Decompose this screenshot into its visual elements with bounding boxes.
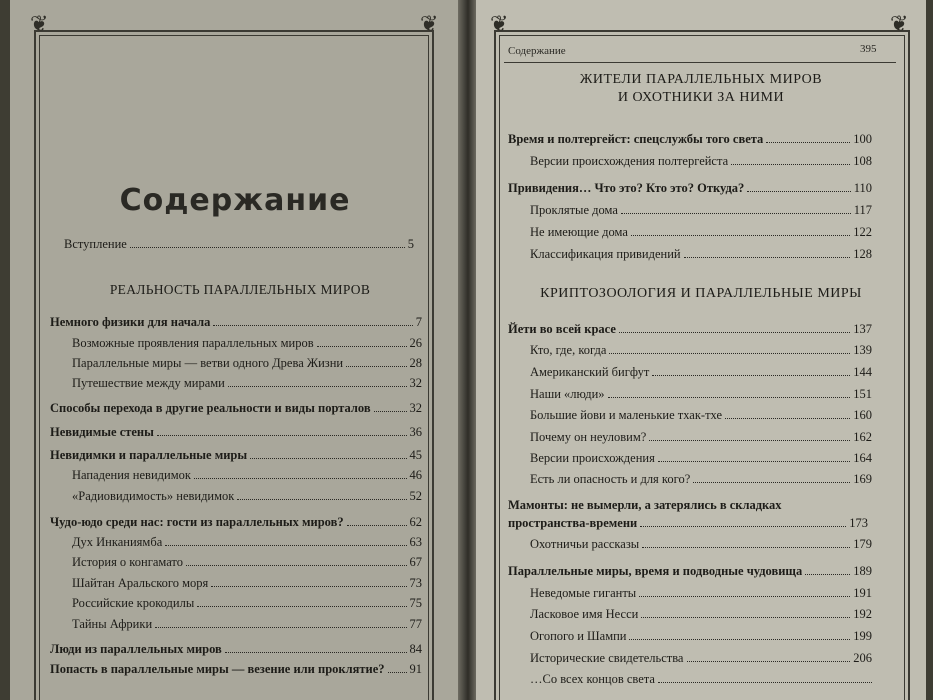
section-heading: РЕАЛЬНОСТЬ ПАРАЛЛЕЛЬНЫХ МИРОВ xyxy=(109,282,371,297)
toc-entry-title: Наши «люди» xyxy=(530,387,605,401)
toc-entry xyxy=(508,322,872,337)
toc-entry-title: Проклятые дома xyxy=(530,203,618,217)
toc-entry xyxy=(530,408,872,423)
toc-entry-page: 32 xyxy=(409,376,422,390)
toc-entry-page: 139 xyxy=(853,343,872,357)
toc-entry-title: Параллельные миры — ветви одного Древа Жизни xyxy=(72,356,344,370)
corner-ornament-icon: ❦ xyxy=(30,12,49,37)
toc-entry xyxy=(530,651,872,666)
toc-entry-page: 117 xyxy=(853,203,872,217)
toc-entry-title: Немного физики для начала xyxy=(50,315,211,329)
toc-entry xyxy=(508,181,872,196)
toc-entry-page: 173 xyxy=(849,516,868,530)
toc-entry-title: Тайны Африки xyxy=(72,617,153,631)
toc-entry xyxy=(508,132,872,147)
toc-entry-page: 52 xyxy=(409,489,422,503)
toc-entry-page: 36 xyxy=(409,425,422,439)
toc-entry-title: Охотничьи рассказы xyxy=(530,537,640,551)
toc-entry-mammoths-line2 xyxy=(508,516,868,531)
toc-entry-title: Невидимки и параллельные миры xyxy=(50,448,248,462)
section-heading-2: КРИПТОЗООЛОГИЯ И ПАРАЛЛЕЛЬНЫЕ МИРЫ xyxy=(540,286,862,301)
toc-entry xyxy=(530,247,872,262)
toc-entry-title: Невидимые стены xyxy=(50,425,154,439)
toc-entry-title: Возможные проявления параллельных миров xyxy=(72,336,314,350)
toc-entry-title: Почему он неуловим? xyxy=(530,430,647,444)
toc-entry-page: 160 xyxy=(853,408,872,422)
toc-entry-page: 151 xyxy=(853,387,872,401)
toc-entry-title: Время и полтергейст: спецслужбы того света xyxy=(508,132,764,146)
toc-entry-title: Шайтан Аральского моря xyxy=(72,576,209,590)
toc-entry-page: 28 xyxy=(409,356,422,370)
toc-entry-page: 192 xyxy=(853,607,872,621)
toc-entry-page: 75 xyxy=(409,596,422,610)
toc-entry-title: Американский бигфут xyxy=(530,365,650,379)
toc-entry xyxy=(72,535,422,550)
toc-entry xyxy=(530,203,872,218)
toc-entry xyxy=(72,336,422,351)
toc-entry xyxy=(72,555,422,570)
toc-entry-title: Версии происхождения xyxy=(530,451,655,465)
toc-entry-page: 26 xyxy=(409,336,422,350)
toc-entry-title: Российские крокодилы xyxy=(72,596,195,610)
toc-entry-page: 122 xyxy=(853,225,872,239)
toc-entry-page: 45 xyxy=(409,448,422,462)
toc-entry xyxy=(50,662,422,677)
toc-entry-title: Есть ли опасность и для кого? xyxy=(530,472,691,486)
toc-entry-page: 62 xyxy=(409,515,422,529)
toc-entry xyxy=(530,629,872,644)
toc-entry xyxy=(50,401,422,416)
left-page xyxy=(10,0,460,700)
toc-entry-page: 164 xyxy=(853,451,872,465)
toc-entry-title: Йети во всей красе xyxy=(508,322,616,336)
toc-entry xyxy=(72,468,422,483)
toc-entry xyxy=(72,356,422,371)
toc-entry-page: 179 xyxy=(853,537,872,551)
corner-ornament-icon: ❦ xyxy=(490,12,509,37)
contents-title: Содержание xyxy=(119,183,351,218)
toc-entry-mammoths-line1 xyxy=(508,498,868,513)
toc-entry xyxy=(530,225,872,240)
toc-entry xyxy=(50,448,422,463)
toc-entry-title: Большие йови и маленькие тхак-тхе xyxy=(530,408,723,422)
right-page xyxy=(476,0,926,700)
toc-entry-title: Ласковое имя Несси xyxy=(530,607,639,621)
toc-entry-page: 46 xyxy=(409,468,422,482)
toc-entry xyxy=(530,472,872,487)
toc-intro xyxy=(64,237,414,252)
toc-entry-page: 5 xyxy=(407,237,414,251)
toc-entry-title: Путешествие между мирами xyxy=(72,376,225,390)
toc-entry-title: Параллельные миры, время и подводные чудовища xyxy=(508,564,803,578)
toc-entry-page: 189 xyxy=(853,564,872,578)
toc-entry-page: 63 xyxy=(409,535,422,549)
toc-entry-page: 191 xyxy=(853,586,872,600)
toc-entry-title: Версии происхождения полтергейста xyxy=(530,154,729,168)
toc-entry-title: Мамонты: не вымерли, а затерялись в складках xyxy=(508,498,782,512)
toc-entry-title: Нападения невидимок xyxy=(72,468,191,482)
toc-entry xyxy=(50,515,422,530)
toc-entry xyxy=(508,564,872,579)
toc-entry-title: Чудо-юдо среди нас: гости из параллельных миров? xyxy=(50,515,344,529)
toc-entry-title: Дух Инканиямба xyxy=(72,535,163,549)
toc-entry-page: 206 xyxy=(853,651,872,665)
header-rule xyxy=(504,62,896,63)
toc-entry-title: Неведомые гиганты xyxy=(530,586,637,600)
toc-entry-title: Люди из параллельных миров xyxy=(50,642,222,656)
corner-ornament-icon: ❦ xyxy=(420,12,439,37)
toc-entry-page: 162 xyxy=(853,430,872,444)
toc-entry xyxy=(530,537,872,552)
toc-entry-title: …Со всех концов света xyxy=(530,672,655,686)
toc-entry xyxy=(72,596,422,611)
toc-entry-page: 144 xyxy=(853,365,872,379)
section-heading-line2: И ОХОТНИКИ ЗА НИМИ xyxy=(617,90,785,105)
toc-entry-title: «Радиовидимость» невидимок xyxy=(72,489,235,503)
toc-entry-title: пространства-времени xyxy=(508,516,638,530)
toc-entry-page: 32 xyxy=(409,401,422,415)
toc-entry xyxy=(50,425,422,440)
toc-entry-title: Попасть в параллельные миры — везение или проклятие? xyxy=(50,662,385,676)
toc-entry xyxy=(530,365,872,380)
toc-entry xyxy=(72,489,422,504)
toc-entry xyxy=(72,376,422,391)
toc-entry xyxy=(50,642,422,657)
toc-entry-title: Исторические свидетельства xyxy=(530,651,684,665)
toc-entry-page: 7 xyxy=(415,315,422,329)
toc-entry xyxy=(530,586,872,601)
toc-entry xyxy=(72,617,422,632)
toc-entry xyxy=(530,672,872,687)
toc-entry xyxy=(530,451,872,466)
toc-entry xyxy=(530,430,872,445)
toc-entry-title: Способы перехода в другие реальности и виды порталов xyxy=(50,401,371,415)
toc-entry-page: 199 xyxy=(853,629,872,643)
toc-entry-page: 100 xyxy=(853,132,872,146)
toc-entry-title: Огопого и Шампи xyxy=(530,629,627,643)
page-number: 395 xyxy=(860,43,877,55)
toc-entry-title: Привидения… Что это? Кто это? Откуда? xyxy=(508,181,745,195)
toc-entry xyxy=(72,576,422,591)
toc-entry xyxy=(530,387,872,402)
toc-entry-title: Не имеющие дома xyxy=(530,225,628,239)
toc-entry xyxy=(530,607,872,622)
toc-entry-page: 77 xyxy=(409,617,422,631)
toc-entry xyxy=(530,343,872,358)
running-head: Содержание xyxy=(508,45,566,57)
toc-entry-title: Кто, где, когда xyxy=(530,343,607,357)
toc-entry-page: 67 xyxy=(409,555,422,569)
toc-entry-title: Классификация привидений xyxy=(530,247,681,261)
toc-entry-title: Вступление xyxy=(64,237,127,251)
toc-entry-page: 128 xyxy=(853,247,872,261)
corner-ornament-icon: ❦ xyxy=(890,12,909,37)
toc-entry-page: 73 xyxy=(409,576,422,590)
toc-entry-page: 91 xyxy=(409,662,422,676)
toc-entry-page: 169 xyxy=(853,472,872,486)
toc-entry-page: 110 xyxy=(853,181,872,195)
toc-entry-page: 84 xyxy=(409,642,422,656)
toc-entry-page: 137 xyxy=(853,322,872,336)
toc-entry-title: История о конгамато xyxy=(72,555,183,569)
book-gutter xyxy=(458,0,478,700)
toc-entry-page: 108 xyxy=(853,154,872,168)
toc-entry xyxy=(50,315,422,330)
section-heading-line1: ЖИТЕЛИ ПАРАЛЛЕЛЬНЫХ МИРОВ xyxy=(579,72,823,87)
toc-entry xyxy=(530,154,872,169)
